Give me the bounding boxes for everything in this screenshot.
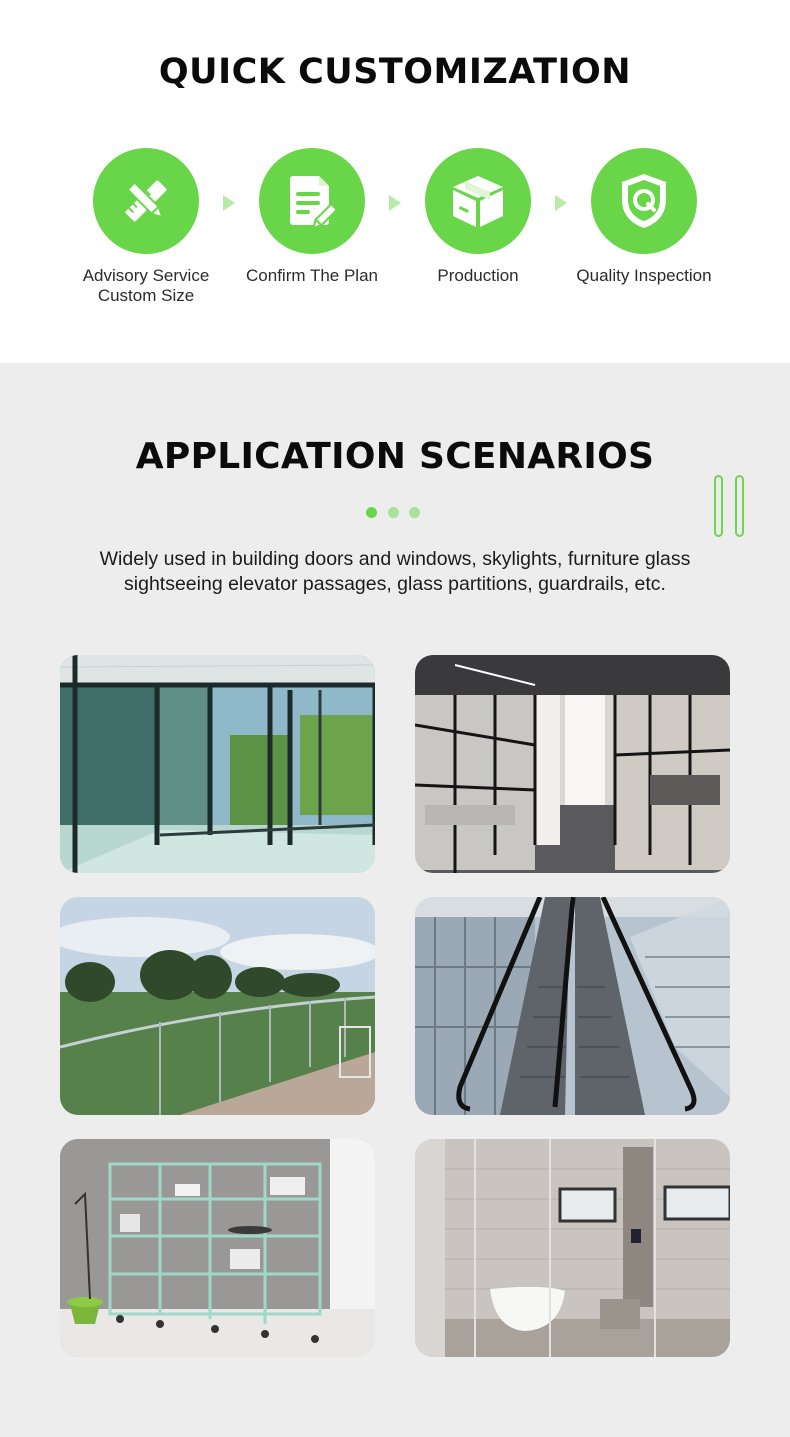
step-label: Production [437, 266, 519, 285]
quick-customization-section [0, 0, 790, 363]
step-label: Confirm The Plan [246, 266, 378, 285]
step-quality-inspection [569, 148, 719, 286]
step-arrow-icon [555, 195, 567, 211]
step-label-secondary: Custom Size [97, 286, 195, 305]
application-description [40, 547, 750, 597]
box-icon [447, 170, 509, 232]
glass-storefront-image [60, 655, 375, 873]
step-arrow-icon [223, 195, 235, 211]
decorative-bar [714, 475, 723, 537]
application-scenarios-title: APPLICATION SCENARIOS [135, 436, 655, 477]
office-glass-partition-photo [415, 655, 730, 873]
office-glass-partition-image [415, 655, 730, 873]
glass-bathroom-enclosure-photo [415, 1139, 730, 1357]
step-label: Quality Inspection [576, 266, 712, 285]
step-arrow-icon [389, 195, 401, 211]
quick-customization-title: QUICK CUSTOMIZATION [158, 52, 632, 92]
dot [409, 507, 420, 518]
step-circle [259, 148, 365, 254]
dot [388, 507, 399, 518]
glass-storefront-photo [60, 655, 375, 873]
step-advisory-service [71, 148, 221, 306]
dot-active [366, 507, 377, 518]
step-circle [93, 148, 199, 254]
step-label: Advisory Service [82, 266, 210, 285]
step-circle [425, 148, 531, 254]
pencil-ruler-icon [115, 170, 177, 232]
glass-balcony-guardrail-image [60, 897, 375, 1115]
glass-balcony-guardrail-photo [60, 897, 375, 1115]
escalator-glass-photo [415, 897, 730, 1115]
step-production [403, 148, 553, 286]
step-confirm-plan [237, 148, 387, 286]
document-edit-icon [281, 170, 343, 232]
shield-q-icon [613, 170, 675, 232]
description-line-2: sightseeing elevator passages, glass partitions, guardrails, etc. [124, 573, 666, 595]
decorative-bar [735, 475, 744, 537]
step-circle [591, 148, 697, 254]
glass-shelving-furniture-photo [60, 1139, 375, 1357]
decorative-bars-icon [714, 475, 746, 537]
description-line-1: Widely used in building doors and windows, skylights, furniture glass [99, 548, 691, 570]
glass-bathroom-enclosure-image [415, 1139, 730, 1357]
glass-shelving-furniture-image [60, 1139, 375, 1357]
section-dots [366, 507, 426, 519]
escalator-glass-image [415, 897, 730, 1115]
